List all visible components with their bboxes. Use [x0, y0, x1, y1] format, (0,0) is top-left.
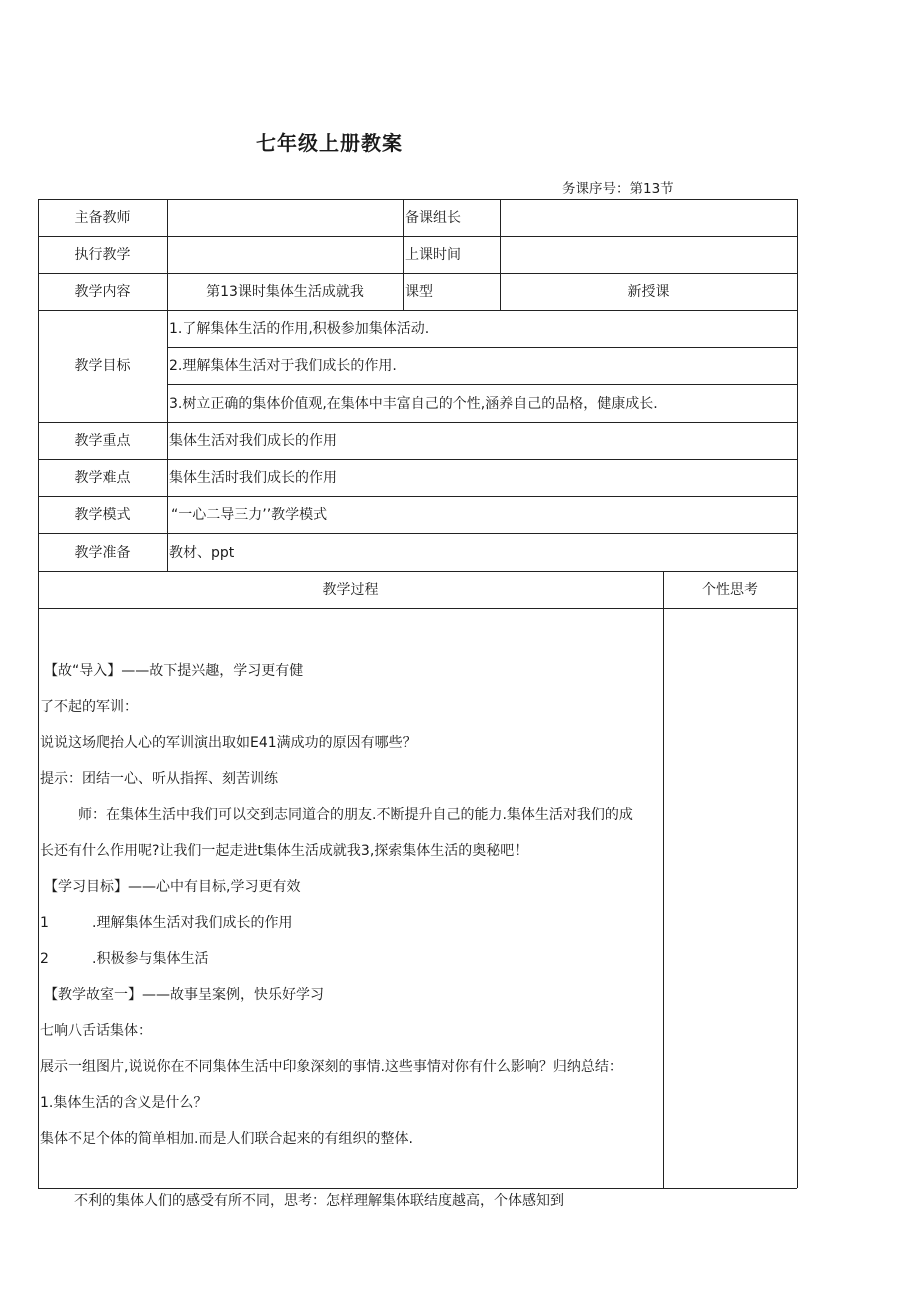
objective-item: 1.了解集体生活的作用,积极参加集体活动.: [169, 321, 430, 337]
lesson-type-label: 课型: [405, 284, 433, 300]
table-rule: [167, 347, 797, 348]
goal-text: .理解集体生活对我们成长的作用: [92, 915, 293, 931]
table-rule: [38, 422, 797, 423]
goal-text: .积极参与集体生活: [92, 951, 209, 967]
table-rule: [38, 1188, 797, 1189]
lesson-type-value: 新授课: [627, 284, 670, 300]
process-line: 展示一组图片,说说你在不同集体生活中印象深刻的事情.这些事情对你有什么影响？归纳总结：: [40, 1059, 623, 1075]
key-points-value: 集体生活对我们成长的作用: [169, 433, 337, 449]
table-rule: [38, 459, 797, 460]
difficulties-value: 集体生活时我们成长的作用: [169, 470, 337, 486]
table-rule: [38, 533, 797, 534]
objectives-label: 教学目标: [74, 358, 131, 374]
table-rule: [167, 384, 797, 385]
group-leader-label: 备课组长: [405, 210, 461, 226]
table-rule: [38, 199, 797, 200]
intro-heading: 【故“导入】——故下提兴趣，学习更有健: [44, 663, 304, 679]
objective-item: 3.树立正确的集体价值观,在集体中丰富自己的个性,涵养自己的品格，健康成长.: [169, 396, 658, 412]
process-line: 了不起的军训：: [40, 699, 138, 715]
table-rule: [38, 310, 797, 311]
process-line: 集体不足个体的简单相加.而是人们联合起来的有组织的整体.: [40, 1131, 413, 1147]
lesson-number: 务课序号：第13节: [562, 181, 674, 197]
content-label: 教学内容: [74, 284, 131, 300]
table-rule: [38, 608, 797, 609]
process-line: 师：在集体生活中我们可以交到志同道合的朋友.不断提升自己的能力.集体生活对我们的成: [78, 807, 633, 823]
table-rule: [38, 571, 797, 572]
process-line: 说说这场爬抬人心的军训演出取如E41满成功的原因有哪些？: [40, 735, 417, 751]
executing-teacher-label: 执行教学: [74, 247, 131, 263]
mode-value: “一心二导三力’’教学模式: [171, 507, 328, 523]
table-rule: [797, 199, 798, 1188]
lead-teacher-label: 主备教师: [74, 210, 131, 226]
process-header: 教学过程: [322, 582, 379, 598]
story-heading: 【教学故室一】——故事呈案例，快乐好学习: [44, 987, 324, 1003]
difficulties-label: 教学难点: [74, 470, 131, 486]
prep-label: 教学准备: [74, 545, 131, 561]
process-line: 长还有什么作用呢?让我们一起走进t集体生活成就我3,探索集体生活的奥秘吧！: [40, 843, 529, 859]
process-line: 提示：团结一心、听从指挥、刻苦训练: [40, 771, 278, 787]
process-line: 1.集体生活的含义是什么？: [40, 1095, 208, 1111]
table-rule: [663, 571, 664, 1188]
key-points-label: 教学重点: [74, 433, 131, 449]
prep-value: 教材、ppt: [169, 545, 235, 561]
document-title: 七年级上册教案: [256, 131, 403, 155]
table-rule: [38, 236, 797, 237]
goals-heading: 【学习目标】——心中有目标,学习更有效: [44, 879, 301, 895]
reflection-header: 个性思考: [702, 582, 758, 598]
table-rule: [38, 199, 39, 1188]
class-time-label: 上课时间: [405, 247, 461, 263]
table-rule: [38, 496, 797, 497]
objective-item: 2.理解集体生活对于我们成长的作用.: [169, 358, 397, 374]
table-rule: [403, 199, 404, 310]
mode-label: 教学模式: [74, 507, 131, 523]
trailing-paragraph: 不利的集体人们的感受有所不同，思考：怎样理解集体联结度越高，个体感知到: [74, 1193, 564, 1209]
content-value: 第13课时集体生活成就我: [206, 284, 364, 300]
table-rule: [38, 273, 797, 274]
goal-number: 2: [40, 951, 49, 967]
process-line: 七响八舌话集体：: [40, 1023, 152, 1039]
table-rule: [167, 199, 168, 571]
goal-number: 1: [40, 915, 49, 931]
